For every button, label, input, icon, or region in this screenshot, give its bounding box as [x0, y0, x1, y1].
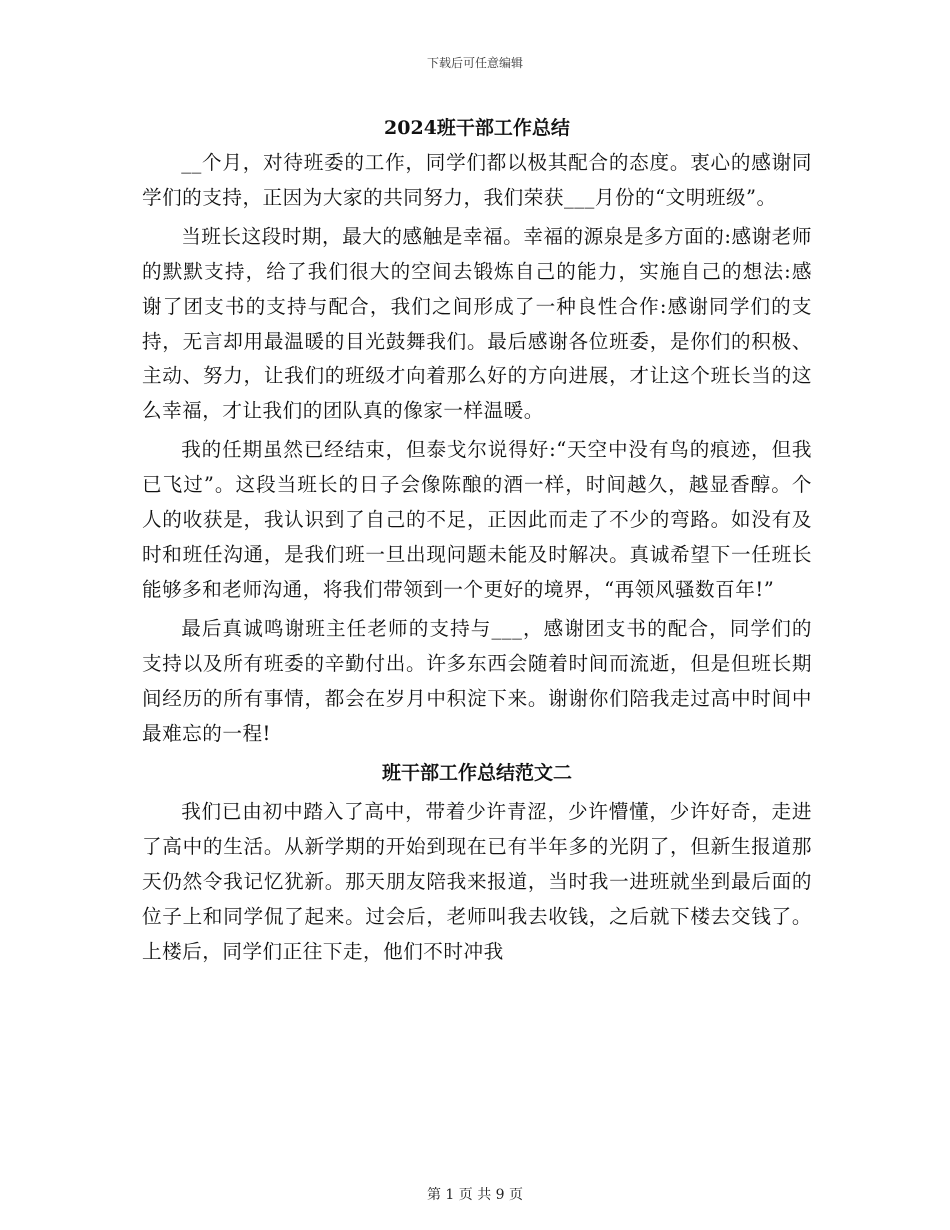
paragraph: 最后真诚鸣谢班主任老师的支持与___，感谢团支书的配合，同学们的支持以及所有班委的辛勤付出。许多东西会随着时间而流逝，但是但班长期间经历的所有事情，都会在岁月中积淀下来。谢谢你们陪我走过高中时间中最难忘的一程!: [142, 616, 812, 745]
paragraph: 我们已由初中踏入了高中，带着少许青涩，少许懵懂，少许好奇，走进了高中的生活。从新学期的开始到现在已有半年多的光阴了，但新生报道那天仍然令我记忆犹新。那天朋友陪我来报道，当时我一进班就坐到最后面的位子上和同学侃了起来。过会后，老师叫我去收钱，之后就下楼去交钱了。上楼后，同学们正往下走，他们不时冲我: [142, 800, 812, 964]
page-header: 下载后可任意编辑: [426, 56, 523, 70]
section-title: 班干部工作总结范文二: [381, 762, 572, 785]
document-title: 2024班干部工作总结: [384, 117, 570, 139]
paragraph: 我的任期虽然已经结束，但泰戈尔说得好:“天空中没有鸟的痕迹，但我已飞过”。这段当班长的日子会像陈酿的酒一样，时间越久，越显香醇。个人的收获是，我认识到了自己的不足，正因此而走了不少的弯路。如没有及时和班任沟通，是我们班一旦出现问题未能及时解决。真诚希望下一任班长能够多和老师沟通，将我们带领到一个更好的境界，“再领风骚数百年!”: [142, 438, 812, 601]
paragraph: __个月，对待班委的工作，同学们都以极其配合的态度。衷心的感谢同学们的支持，正因为大家的共同努力，我们荣获___月份的“文明班级”。: [142, 151, 812, 209]
paragraph: 当班长这段时期，最大的感触是幸福。幸福的源泉是多方面的:感谢老师的默默支持，给了我们很大的空间去锻炼自己的能力，实施自己的想法:感谢了团支书的支持与配合，我们之间形成了一种良性合作:感谢同学们的支持，无言却用最温暖的目光鼓舞我们。最后感谢各位班委，是你们的积极、主动、努力，让我们的班级才向着那么好的方向进展，才让这个班长当的这么幸福，才让我们的团队真的像家一样温暖。: [142, 224, 812, 423]
page-footer: 第 1 页 共 9 页: [426, 1187, 524, 1203]
document-body: [142, 110, 812, 970]
